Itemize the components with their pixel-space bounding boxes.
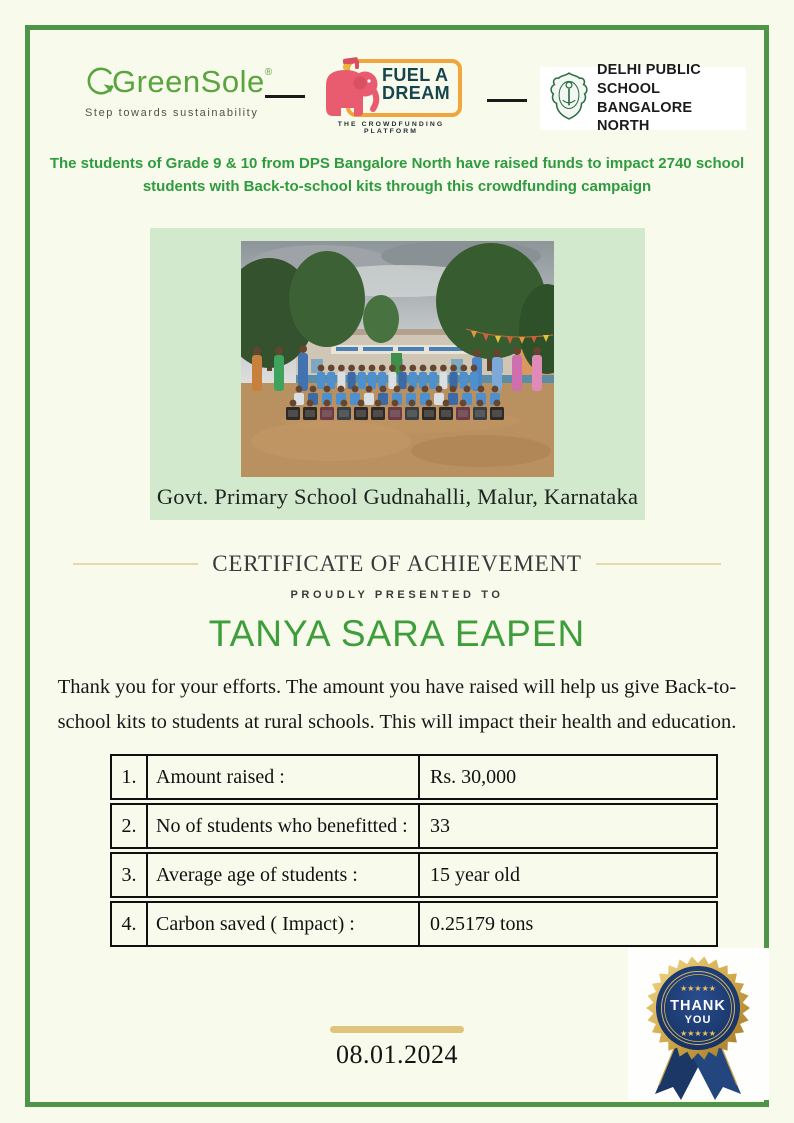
dps-line2: BANGALORE NORTH: [597, 99, 693, 135]
certificate-date: 08.01.2024: [336, 1040, 458, 1069]
thank-you-message: Thank you for your efforts. The amount you have raised will help us give Back-to-school kits to students at rural schools. This will impact their health and education.: [57, 676, 737, 733]
row-value: 0.25179 tons: [430, 912, 534, 935]
logo-divider-dash: [265, 95, 305, 98]
impact-table: [110, 754, 718, 950]
greensole-tagline: Step towards sustainability: [85, 107, 259, 119]
row-label: Carbon saved ( Impact) :: [148, 903, 420, 945]
row-number: 3.: [112, 854, 148, 896]
badge-thank-text: THANK: [670, 998, 726, 1014]
row-value: Rs. 30,000: [430, 765, 517, 788]
recipient-name: TANYA SARA EAPEN: [208, 613, 586, 654]
table-row: [110, 901, 718, 947]
certificate-title-row: [0, 551, 794, 577]
fuel-a-dream-wordmark: [382, 67, 450, 102]
registered-mark: ®: [264, 67, 273, 78]
greensole-wordmark: GreenSole: [112, 64, 265, 99]
fuel-a-dream-logo: [316, 57, 466, 137]
school-group-photo: [241, 241, 554, 477]
logo-divider-dash: [487, 99, 527, 102]
date-rule: [330, 1026, 464, 1033]
badge-stars-top: ★★★★★: [680, 984, 716, 993]
campaign-summary-text: The students of Grade 9 & 10 from DPS Bangalore North have raised funds to impact 2740 school students with Back-to-school kits through this crowdfunding campaign: [49, 155, 745, 196]
row-number: 4.: [112, 903, 148, 945]
school-photo-card: [150, 228, 645, 520]
badge-stars-bottom: ★★★★★: [680, 1029, 716, 1038]
title-rule-right: [596, 563, 721, 565]
row-value: 15 year old: [430, 863, 520, 886]
badge-you-text: YOU: [684, 1014, 712, 1026]
greensole-logo: [85, 64, 273, 119]
row-label: Amount raised :: [148, 756, 420, 798]
row-label: Average age of students :: [148, 854, 420, 896]
greensole-arrow-g-icon: [85, 66, 115, 103]
logo-header: [0, 0, 794, 150]
title-rule-left: [73, 563, 198, 565]
row-value: 33: [430, 814, 450, 837]
table-row: [110, 852, 718, 898]
fuel-a-dream-tagline: THE CROWDFUNDING PLATFORM: [337, 121, 445, 135]
dps-line1: DELHI PUBLIC SCHOOL: [597, 61, 701, 97]
photo-caption: Govt. Primary School Gudnahalli, Malur, Karnataka: [156, 484, 639, 509]
row-label: No of students who benefitted :: [148, 805, 420, 847]
table-row: [110, 803, 718, 849]
elephant-fuel-pump-icon: [316, 55, 386, 126]
row-number: 1.: [112, 756, 148, 798]
fad-line2: DREAM: [382, 82, 450, 103]
table-row: [110, 754, 718, 800]
certificate-title: CERTIFICATE OF ACHIEVEMENT: [212, 551, 582, 576]
fad-line1: FUEL A: [382, 65, 449, 85]
row-number: 2.: [112, 805, 148, 847]
presented-to-label: PROUDLY PRESENTED TO: [290, 589, 504, 601]
dps-crest-icon: [548, 71, 590, 126]
dps-logo: [540, 61, 746, 135]
dps-wordmark: [597, 61, 746, 136]
thank-you-badge: [628, 948, 769, 1100]
